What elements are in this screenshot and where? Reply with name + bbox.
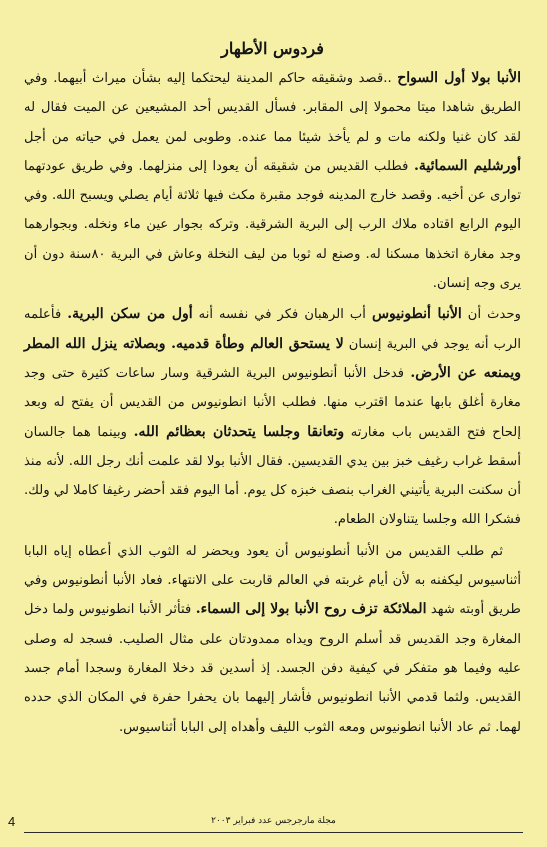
emphasized-text: الملائكة تزف روح الأنبا بولا إلى السماء. xyxy=(195,601,427,618)
body-text: فتأثر الأنبا انطونيوس ولما دخل المغارة وجد القديس قد أسلم الروح ويداه ممدودتان على مثال الصليب. فسجد له وصلى عليه وفيما هو متفكر في كيفية دفن الجسد. إذ أسدين قد دخلا المغارة وسجدا أمام جسد القديس. ولثما قدمي الأنبا انطونيوس فأشار إليهما بان يحفرا حفرة في المكان الذي حدده لهما. ثم عاد الأنبا انطونيوس ومعه الثوب الليف وأهداه إلى البابا أثناسيوس. xyxy=(24,602,521,735)
emphasized-text: الأنبا أنطونيوس xyxy=(371,306,462,323)
emphasized-text: الأنبا بولا أول السواح xyxy=(397,70,521,86)
article-title: فردوس الأطهار xyxy=(221,39,324,58)
body-text: وحدث أن xyxy=(461,307,521,323)
body-text: فدخل الأنبا أنطونيوس البرية الشرقية وسار ساعات كثيرة حتى وجد مغارة أغلق بابها عندما اقترب منها. فطلب الأنبا انطونيوس من القديس أن يفتح له وبعد إلحاح فتح القديس باب مغارته xyxy=(24,365,521,440)
article-body xyxy=(24,64,521,742)
page-number: 4 xyxy=(8,814,16,829)
body-text: وبينما هما جالسان أسقط غراب رغيف خبز بين يدي القديسين. فقال الأنبا بولا لقد علمت أنك رجل الله. لأنه منذ أن سكنت البرية يأتيني الغراب بنصف خبزه كل يوم. أما اليوم فقد أحضر رغيفا كاملا لي ولك. فشكرا الله وجلسا يتناولان الطعام. xyxy=(24,424,521,528)
publication-info: مجلة مارجرجس عدد فبراير ٢٠٠٣ xyxy=(211,816,336,826)
emphasized-text: لا يستحق العالم وطأة قدميه. وبصلاته ينزل الله المطر ويمنعه عن الأرض. xyxy=(24,335,521,381)
paragraph xyxy=(24,300,521,534)
emphasized-text: أول من سكن البرية. xyxy=(67,306,193,323)
body-text: ثم طلب القديس من الأنبا أنطونيوس أن يعود ويحضر له الثوب الذي أعطاه إياه البابا أثناسيوس ليكفنه به لأن أيام غربته في العالم قاربت على الانتهاء. فعاد الأنبا أنطونيوس وفي طريق أوبته شهد xyxy=(24,543,521,618)
body-text: فطلب القديس من شقيقه أن يعودا إلى منزلهما. وفي طريق عودتهما توارى عن أخيه. وقصد خارج المدينه فوجد مقبرة مكث فيها ثلاثة أيام يصلي ويسبح الله. وفي اليوم الرابع اقتاده ملاك الرب إلى البرية الشرقية. وتركه بجوار عين ماء ونخله. وبجوارهما وجد مغارة اتخذها مسكنا له. وصنع له ثوبا من ليف النخلة وعاش في البرية ٨٠سنة دون أن يرى وجه إنسان. xyxy=(24,158,521,292)
emphasized-text: وتعانقا وجلسا يتحدثان بعظائم الله. xyxy=(133,423,345,440)
paragraph xyxy=(24,537,521,742)
emphasized-text: أورشليم السمائية. xyxy=(413,157,521,174)
footer-divider xyxy=(24,832,523,833)
paragraph xyxy=(24,64,521,298)
body-text: ..قصد وشقيقه حاكم المدينة ليحتكما إليه بشأن ميراث أبيهما. وفي الطريق شاهدا ميتا محمولا إلى المقابر. فسأل القديس أحد المشيعين عن الميت فقال له لقد كان غنيا ولكنه مات و لم يأخذ شيئا مما عنده. وطوبى لمن يعمل في حياته من أجل xyxy=(24,71,521,145)
body-text: أب الرهبان فكر في نفسه أنه xyxy=(192,307,372,323)
body-text: فأعلمه الرب أنه يوجد في البرية إنسان xyxy=(24,307,521,352)
